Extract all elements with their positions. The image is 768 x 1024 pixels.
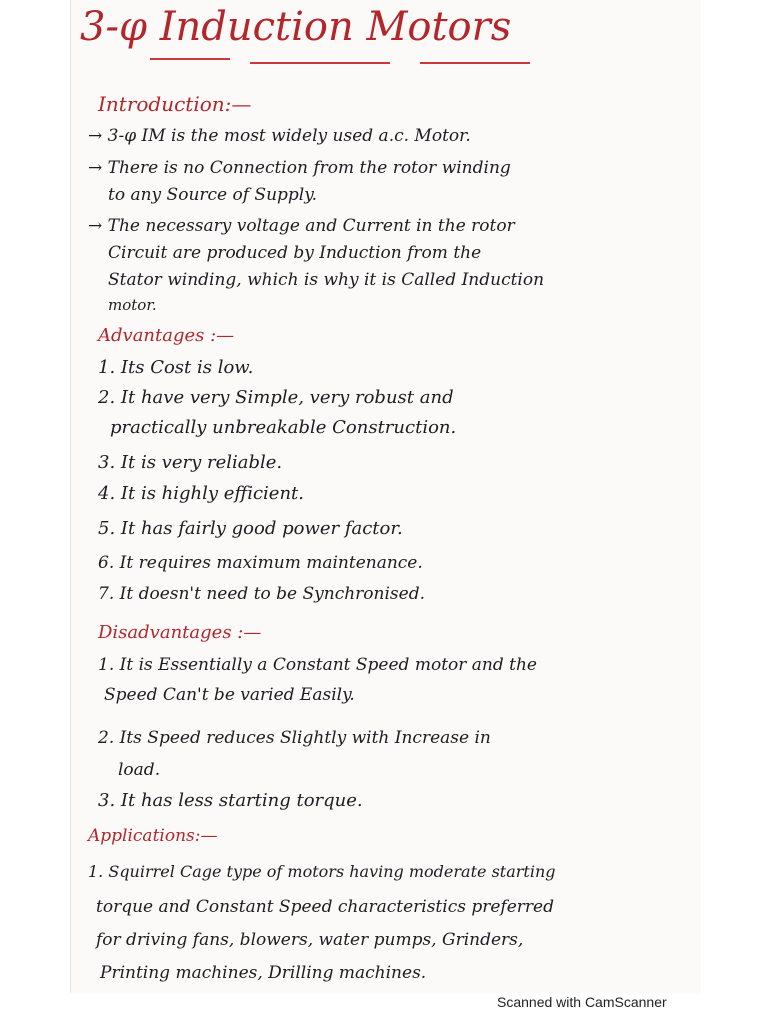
note-line: practically unbreakable Construction. xyxy=(110,417,457,438)
note-line: 3. It has less starting torque. xyxy=(98,790,363,811)
note-line: Printing machines, Drilling machines. xyxy=(100,963,427,983)
note-line: load. xyxy=(118,760,161,780)
note-line: 6. It requires maximum maintenance. xyxy=(98,553,423,573)
note-line: motor. xyxy=(108,296,157,314)
note-line: 7. It doesn't need to be Synchronised. xyxy=(98,584,425,604)
title-underline xyxy=(150,58,230,60)
note-line: torque and Constant Speed characteristics preferred xyxy=(96,897,554,917)
note-line: Circuit are produced by Induction from the xyxy=(108,243,482,263)
note-line: Stator winding, which is why it is Called Induction xyxy=(108,270,545,290)
note-line: → 3-φ IM is the most widely used a.c. Motor. xyxy=(88,126,471,146)
scanner-watermark: Scanned with CamScanner xyxy=(497,994,667,1010)
note-line: 1. It is Essentially a Constant Speed motor and the xyxy=(98,655,537,675)
note-line: to any Source of Supply. xyxy=(108,185,317,205)
title-underline xyxy=(250,62,390,64)
note-line: 4. It is highly efficient. xyxy=(98,483,304,504)
page-title: 3-φ Induction Motors xyxy=(80,4,512,50)
note-line: 1. Squirrel Cage type of motors having moderate starting xyxy=(88,862,556,881)
note-line: → The necessary voltage and Current in the rotor xyxy=(88,216,515,236)
note-line: 5. It has fairly good power factor. xyxy=(98,518,403,539)
section-heading: Disadvantages :— xyxy=(98,622,262,643)
title-underline xyxy=(420,62,530,64)
note-line: 2. Its Speed reduces Slightly with Increase in xyxy=(98,728,491,748)
note-line: Speed Can't be varied Easily. xyxy=(104,685,355,705)
note-line: 1. Its Cost is low. xyxy=(98,357,254,378)
section-heading: Introduction:— xyxy=(98,92,252,116)
note-line: 3. It is very reliable. xyxy=(98,452,283,473)
section-heading: Advantages :— xyxy=(98,325,235,346)
note-line: for driving fans, blowers, water pumps, Grinders, xyxy=(96,930,524,950)
note-line: → There is no Connection from the rotor winding xyxy=(88,158,511,178)
section-heading: Applications:— xyxy=(88,826,218,846)
note-line: 2. It have very Simple, very robust and xyxy=(98,387,454,408)
